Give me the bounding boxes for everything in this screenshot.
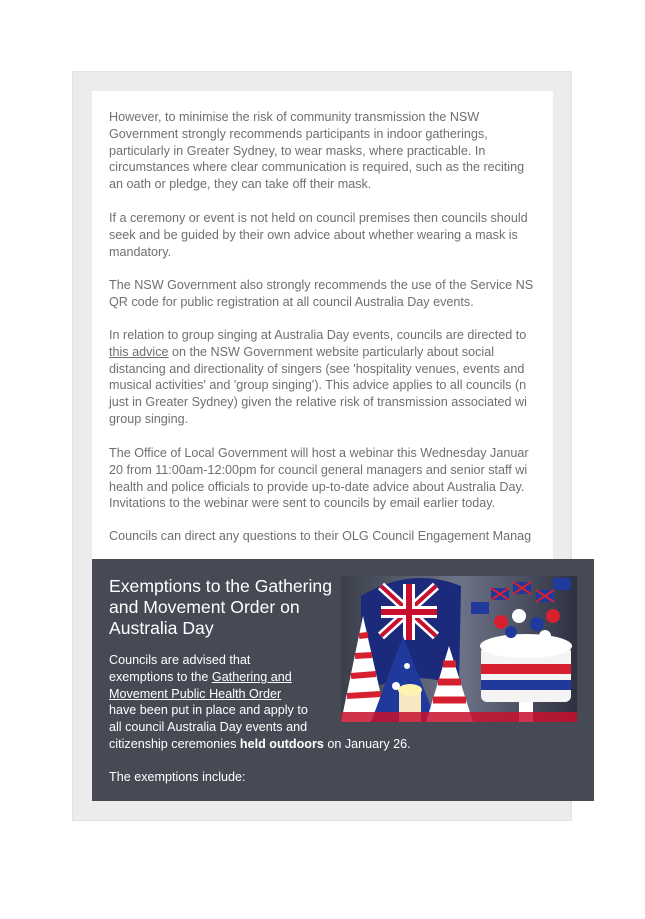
paragraph-questions: Councils can direct any questions to their OLG Council Engagement Manag	[109, 529, 532, 543]
article-body	[92, 91, 553, 561]
paragraph-qr-code: The NSW Government also strongly recommends the use of the Service NS QR code for public registration at all council Australia Day events.	[109, 278, 534, 309]
exemptions-include-text: The exemptions include:	[109, 770, 246, 784]
exemptions-paragraph: Councils are advised that exemptions to the Gathering and Movement Public Health Order have been put in place and apply to all council Australia Day events and citizenship ceremonies held outdoors on January 26.	[109, 653, 411, 751]
exemptions-heading: Exemptions to the Gathering and Movement Order on Australia Day	[109, 576, 332, 638]
public-health-order-link[interactable]: Movement Public Health Order	[109, 686, 282, 701]
paragraph-group-singing: In relation to group singing at Australia Day events, councils are directed to this advice on the NSW Government website particularly about social distancing and directionality of singers (see 'hospitality venues, events and musical activities' and 'group singing'). This advice applies to all councils (n just in Greater Sydney) given the relative risk of transmission associated wi group singing.	[109, 328, 527, 426]
paragraph-ceremony: If a ceremony or event is not held on council premises then councils should seek and be guided by their own advice about whether wearing a mask is mandatory.	[109, 211, 528, 259]
exemptions-section	[92, 559, 594, 801]
paragraph-webinar: The Office of Local Government will host a webinar this Wednesday Januar 20 from 11:00am-12:00pm for council general managers and senior staff wi health and police officials to provide up-to-date advice about Australia Day. Invitations to the webinar were sent to councils by email earlier today.	[109, 446, 529, 511]
paragraph-masks: However, to minimise the risk of community transmission the NSW Government strongly recommends participants in indoor gatherings, particularly in Greater Sydney, to wear masks, where practicable. In circumstances where clear communication is required, such as the reciting an oath or pledge, they can take off their mask.	[109, 110, 525, 192]
this-advice-link[interactable]: this advice	[109, 344, 169, 359]
gathering-order-link[interactable]: Gathering and	[211, 669, 292, 684]
